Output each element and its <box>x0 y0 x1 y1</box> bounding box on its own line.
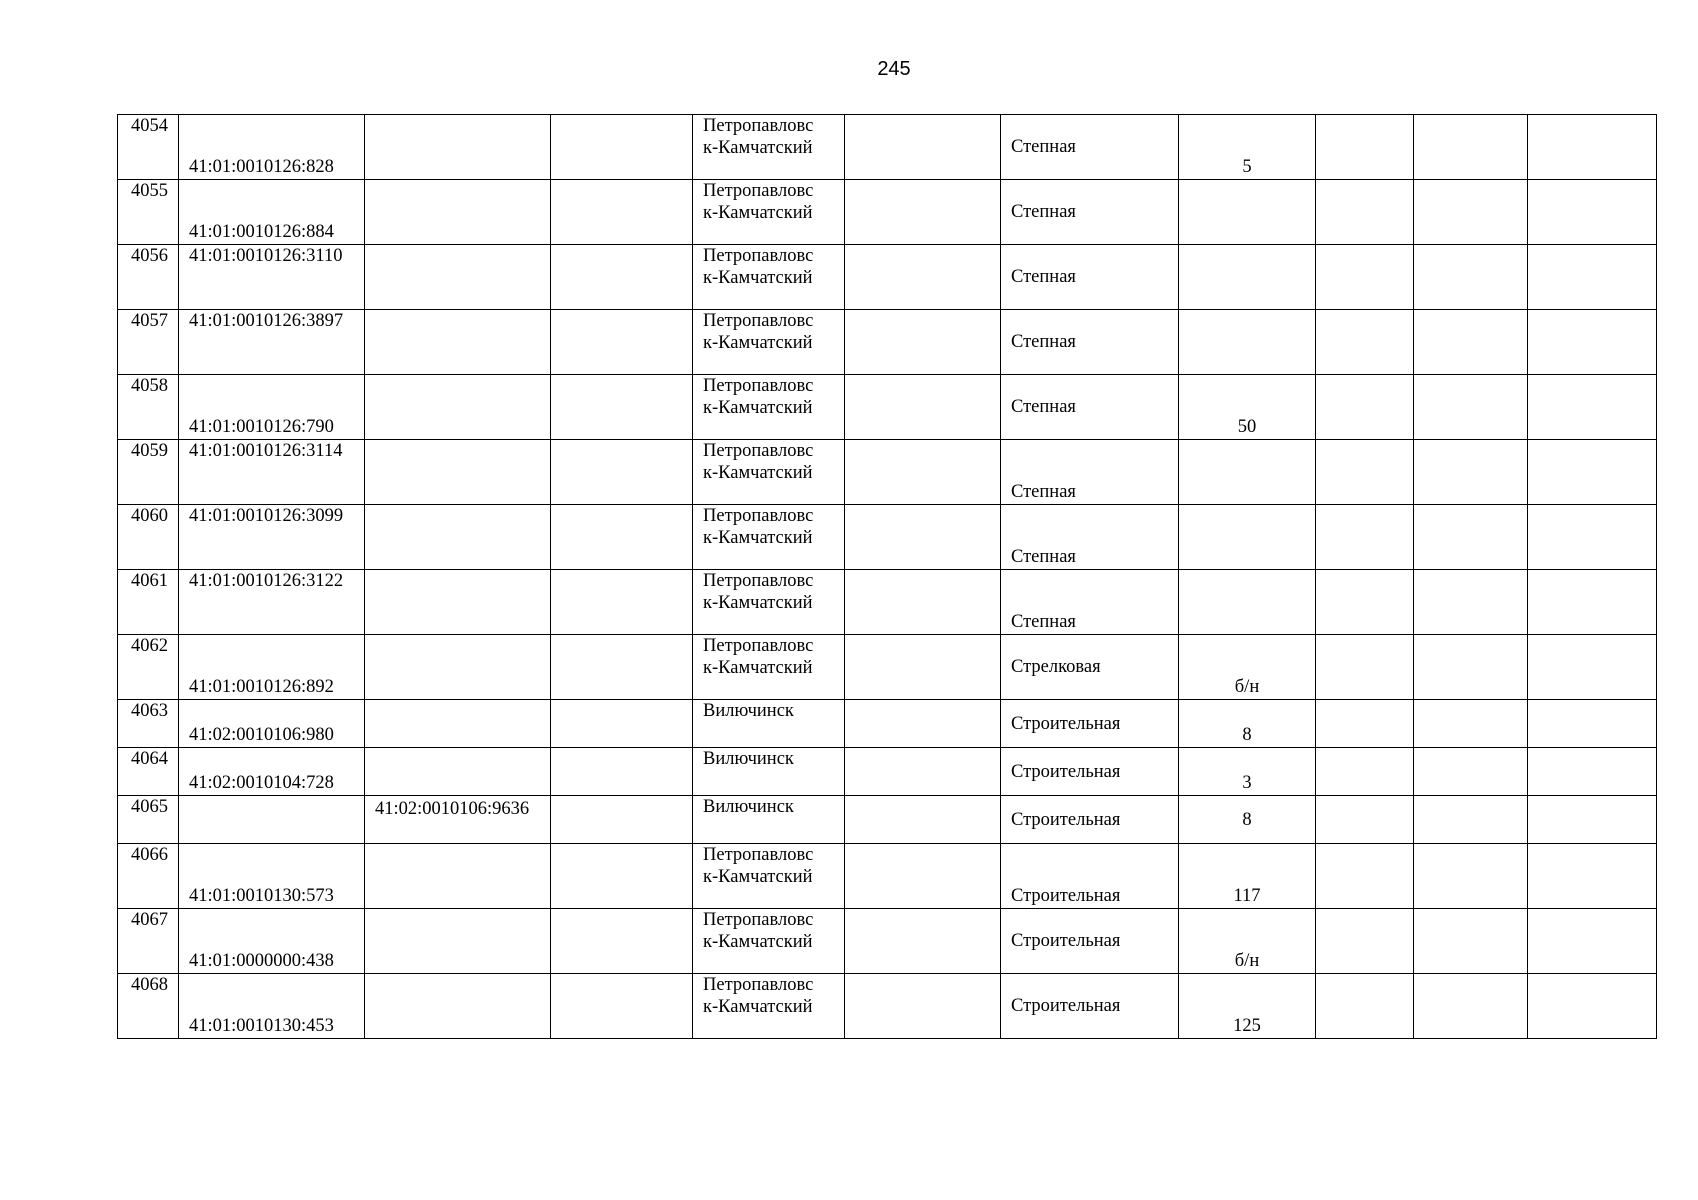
city-cell <box>693 844 845 909</box>
table-row <box>118 700 1657 748</box>
empty-cell <box>845 115 1001 180</box>
empty-cell <box>551 180 693 245</box>
empty-cell <box>1528 796 1657 844</box>
row-number: 4058 <box>131 376 168 396</box>
house-number-cell <box>1179 974 1316 1039</box>
empty-cell <box>1414 180 1528 245</box>
city-cell <box>693 700 845 748</box>
table-row <box>118 505 1657 570</box>
house-number-cell <box>1179 310 1316 375</box>
empty-cell <box>1528 375 1657 440</box>
city-cell <box>693 974 845 1039</box>
city-cell <box>693 180 845 245</box>
row-number-cell <box>118 310 179 375</box>
city-cell <box>693 570 845 635</box>
city-name-line: Петропавловс <box>703 571 814 591</box>
building-cadastral-number: 41:02:0010106:9636 <box>375 799 530 819</box>
house-number: б/н <box>1234 951 1260 971</box>
street-cell <box>1001 310 1179 375</box>
empty-cell <box>1316 700 1414 748</box>
house-number: 8 <box>1242 809 1252 830</box>
empty-cell <box>1414 505 1528 570</box>
building-cadastral-number-cell <box>365 974 551 1039</box>
empty-cell <box>1528 115 1657 180</box>
house-number-cell <box>1179 115 1316 180</box>
row-number: 4054 <box>131 116 168 136</box>
building-cadastral-number-cell <box>365 748 551 796</box>
street-name: Строительная <box>1011 996 1121 1016</box>
empty-cell <box>1528 974 1657 1039</box>
page-number: 245 <box>877 58 911 80</box>
street-cell <box>1001 909 1179 974</box>
street-cell <box>1001 115 1179 180</box>
empty-cell <box>551 310 693 375</box>
row-number-cell <box>118 375 179 440</box>
house-number: 3 <box>1242 773 1252 793</box>
empty-cell <box>1316 245 1414 310</box>
empty-cell <box>1316 844 1414 909</box>
street-name: Строительная <box>1011 886 1121 906</box>
table-row <box>118 570 1657 635</box>
city-name-line: Петропавловс <box>703 441 814 461</box>
house-number-cell <box>1179 245 1316 310</box>
street-cell <box>1001 796 1179 844</box>
empty-cell <box>845 180 1001 245</box>
cadastral-number: 41:01:0010126:3897 <box>189 311 344 331</box>
empty-cell <box>1528 310 1657 375</box>
cadastral-number: 41:01:0010126:3110 <box>189 246 343 266</box>
empty-cell <box>845 844 1001 909</box>
empty-cell <box>845 635 1001 700</box>
empty-cell <box>845 440 1001 505</box>
table-row <box>118 844 1657 909</box>
table-row <box>118 440 1657 505</box>
street-cell <box>1001 635 1179 700</box>
table-body <box>118 115 1657 1039</box>
empty-cell <box>1414 844 1528 909</box>
street-name: Степная <box>1011 397 1076 417</box>
row-number-cell <box>118 909 179 974</box>
street-cell <box>1001 375 1179 440</box>
empty-cell <box>551 245 693 310</box>
street-name: Степная <box>1011 267 1076 287</box>
city-cell <box>693 909 845 974</box>
row-number: 4057 <box>131 311 168 331</box>
cadastral-number-cell <box>179 796 365 844</box>
cadastral-number: 41:01:0010130:453 <box>189 1016 334 1036</box>
empty-cell <box>1316 974 1414 1039</box>
street-name: Строительная <box>1011 713 1121 734</box>
empty-cell <box>1414 570 1528 635</box>
empty-cell <box>845 245 1001 310</box>
empty-cell <box>845 505 1001 570</box>
row-number-cell <box>118 974 179 1039</box>
street-name: Строительная <box>1011 931 1121 951</box>
empty-cell <box>1316 635 1414 700</box>
row-number-cell <box>118 700 179 748</box>
street-cell <box>1001 748 1179 796</box>
row-number: 4059 <box>131 441 168 461</box>
house-number: 50 <box>1237 417 1257 437</box>
street-cell <box>1001 570 1179 635</box>
empty-cell <box>551 748 693 796</box>
city-name-line: Петропавловс <box>703 246 814 266</box>
row-number-cell <box>118 844 179 909</box>
empty-cell <box>551 909 693 974</box>
cadastral-number-cell <box>179 748 365 796</box>
row-number-cell <box>118 570 179 635</box>
city-name-line: к-Камчатский <box>703 463 813 483</box>
city-cell <box>693 245 845 310</box>
cadastral-number-cell <box>179 635 365 700</box>
empty-cell <box>1414 245 1528 310</box>
city-name-line: Петропавловс <box>703 311 814 331</box>
house-number-cell <box>1179 796 1316 844</box>
table-row <box>118 635 1657 700</box>
row-number: 4062 <box>131 636 168 656</box>
empty-cell <box>1414 440 1528 505</box>
cadastral-number-cell <box>179 375 365 440</box>
building-cadastral-number-cell <box>365 180 551 245</box>
cadastral-number-cell <box>179 180 365 245</box>
city-name-line: к-Камчатский <box>703 268 813 288</box>
city-name-line: Петропавловс <box>703 845 814 865</box>
street-name: Степная <box>1011 547 1076 567</box>
empty-cell <box>845 375 1001 440</box>
cadastral-number-cell <box>179 505 365 570</box>
building-cadastral-number-cell <box>365 909 551 974</box>
empty-cell <box>845 310 1001 375</box>
city-name-line: Петропавловс <box>703 910 814 930</box>
empty-cell <box>1528 505 1657 570</box>
cadastral-number-cell <box>179 974 365 1039</box>
city-name-line: Вилючинск <box>703 701 794 721</box>
empty-cell <box>551 115 693 180</box>
house-number-cell <box>1179 635 1316 700</box>
empty-cell <box>1414 310 1528 375</box>
building-cadastral-number-cell <box>365 375 551 440</box>
building-cadastral-number-cell <box>365 310 551 375</box>
empty-cell <box>1414 796 1528 844</box>
row-number-cell <box>118 115 179 180</box>
row-number: 4060 <box>131 506 168 526</box>
empty-cell <box>845 974 1001 1039</box>
city-name-line: к-Камчатский <box>703 398 813 418</box>
house-number-cell <box>1179 375 1316 440</box>
table-row <box>118 748 1657 796</box>
city-name-line: Петропавловс <box>703 636 814 656</box>
empty-cell <box>551 440 693 505</box>
building-cadastral-number-cell <box>365 245 551 310</box>
house-number: б/н <box>1234 677 1260 697</box>
house-number-cell <box>1179 844 1316 909</box>
house-number-cell <box>1179 909 1316 974</box>
empty-cell <box>845 748 1001 796</box>
empty-cell <box>551 635 693 700</box>
empty-cell <box>551 700 693 748</box>
empty-cell <box>1414 974 1528 1039</box>
city-cell <box>693 796 845 844</box>
house-number: 125 <box>1233 1016 1261 1036</box>
cadastral-number: 41:02:0010104:728 <box>189 773 334 793</box>
empty-cell <box>845 796 1001 844</box>
empty-cell <box>1528 748 1657 796</box>
empty-cell <box>1528 909 1657 974</box>
house-number: 5 <box>1242 157 1252 177</box>
row-number-cell <box>118 440 179 505</box>
row-number: 4068 <box>131 975 168 995</box>
table-row <box>118 180 1657 245</box>
cadastral-number-cell <box>179 115 365 180</box>
street-cell <box>1001 974 1179 1039</box>
cadastral-number-cell <box>179 245 365 310</box>
city-name-line: к-Камчатский <box>703 658 813 678</box>
table-row <box>118 909 1657 974</box>
row-number-cell <box>118 245 179 310</box>
street-name: Степная <box>1011 332 1076 352</box>
row-number: 4067 <box>131 910 168 930</box>
street-cell <box>1001 844 1179 909</box>
city-name-line: к-Камчатский <box>703 593 813 613</box>
building-cadastral-number-cell <box>365 700 551 748</box>
city-cell <box>693 375 845 440</box>
cadastral-number: 41:01:0000000:438 <box>189 951 334 971</box>
building-cadastral-number-cell <box>365 635 551 700</box>
empty-cell <box>1414 700 1528 748</box>
city-name-line: к-Камчатский <box>703 203 813 223</box>
empty-cell <box>1414 375 1528 440</box>
street-name: Степная <box>1011 612 1076 632</box>
table-row <box>118 115 1657 180</box>
building-cadastral-number-cell <box>365 844 551 909</box>
empty-cell <box>551 844 693 909</box>
empty-cell <box>1316 748 1414 796</box>
cadastral-number-cell <box>179 570 365 635</box>
city-name-line: Вилючинск <box>703 797 794 817</box>
cadastral-number: 41:01:0010126:828 <box>189 157 334 177</box>
city-name-line: к-Камчатский <box>703 932 813 952</box>
row-number: 4066 <box>131 845 168 865</box>
building-cadastral-number-cell <box>365 115 551 180</box>
empty-cell <box>1316 570 1414 635</box>
empty-cell <box>1316 505 1414 570</box>
cadastral-number-cell <box>179 440 365 505</box>
empty-cell <box>1316 375 1414 440</box>
city-cell <box>693 310 845 375</box>
empty-cell <box>551 974 693 1039</box>
city-name-line: к-Камчатский <box>703 333 813 353</box>
row-number: 4061 <box>131 571 168 591</box>
street-name: Степная <box>1011 482 1076 502</box>
empty-cell <box>845 909 1001 974</box>
house-number-cell <box>1179 440 1316 505</box>
row-number: 4063 <box>131 701 168 721</box>
empty-cell <box>1528 245 1657 310</box>
empty-cell <box>1316 909 1414 974</box>
street-name: Строительная <box>1011 809 1121 830</box>
street-name: Строительная <box>1011 761 1121 782</box>
cadastral-number-cell <box>179 844 365 909</box>
cadastral-number: 41:01:0010130:573 <box>189 886 334 906</box>
table-row <box>118 974 1657 1039</box>
building-cadastral-number-cell <box>365 505 551 570</box>
empty-cell <box>1414 909 1528 974</box>
empty-cell <box>1528 570 1657 635</box>
city-name-line: Петропавловс <box>703 376 814 396</box>
city-name-line: к-Камчатский <box>703 867 813 887</box>
city-cell <box>693 635 845 700</box>
table-row <box>118 245 1657 310</box>
city-cell <box>693 505 845 570</box>
empty-cell <box>1414 115 1528 180</box>
cadastral-number: 41:02:0010106:980 <box>189 725 334 745</box>
table-row <box>118 375 1657 440</box>
empty-cell <box>1316 796 1414 844</box>
empty-cell <box>845 700 1001 748</box>
row-number-cell <box>118 748 179 796</box>
city-cell <box>693 748 845 796</box>
empty-cell <box>1414 635 1528 700</box>
address-registry-table <box>117 114 1657 1039</box>
street-cell <box>1001 180 1179 245</box>
house-number: 8 <box>1242 725 1252 745</box>
house-number-cell <box>1179 180 1316 245</box>
city-name-line: Петропавловс <box>703 181 814 201</box>
cadastral-number-cell <box>179 909 365 974</box>
house-number-cell <box>1179 505 1316 570</box>
empty-cell <box>1414 748 1528 796</box>
table-row <box>118 796 1657 844</box>
city-cell <box>693 440 845 505</box>
house-number: 117 <box>1233 886 1261 906</box>
street-cell <box>1001 440 1179 505</box>
city-cell <box>693 115 845 180</box>
city-name-line: к-Камчатский <box>703 138 813 158</box>
empty-cell <box>1528 180 1657 245</box>
row-number: 4064 <box>131 749 168 769</box>
cadastral-number: 41:01:0010126:3122 <box>189 571 344 591</box>
empty-cell <box>1316 115 1414 180</box>
empty-cell <box>1316 310 1414 375</box>
empty-cell <box>1528 700 1657 748</box>
empty-cell <box>1528 844 1657 909</box>
city-name-line: Петропавловс <box>703 506 814 526</box>
row-number: 4056 <box>131 246 168 266</box>
house-number-cell <box>1179 748 1316 796</box>
city-name-line: Петропавловс <box>703 975 814 995</box>
row-number: 4065 <box>131 797 168 817</box>
house-number-cell <box>1179 700 1316 748</box>
cadastral-number-cell <box>179 310 365 375</box>
street-name: Степная <box>1011 202 1076 222</box>
street-name: Стрелковая <box>1011 657 1101 677</box>
row-number-cell <box>118 796 179 844</box>
empty-cell <box>1316 440 1414 505</box>
empty-cell <box>845 570 1001 635</box>
cadastral-number-cell <box>179 700 365 748</box>
row-number-cell <box>118 180 179 245</box>
empty-cell <box>551 505 693 570</box>
cadastral-number: 41:01:0010126:3114 <box>189 441 343 461</box>
empty-cell <box>1316 180 1414 245</box>
building-cadastral-number-cell <box>365 796 551 844</box>
city-name-line: Петропавловс <box>703 116 814 136</box>
row-number: 4055 <box>131 181 168 201</box>
street-cell <box>1001 700 1179 748</box>
cadastral-number: 41:01:0010126:3099 <box>189 506 344 526</box>
city-name-line: к-Камчатский <box>703 997 813 1017</box>
table-row <box>118 310 1657 375</box>
house-number-cell <box>1179 570 1316 635</box>
street-cell <box>1001 245 1179 310</box>
empty-cell <box>1528 440 1657 505</box>
cadastral-number: 41:01:0010126:892 <box>189 677 334 697</box>
street-cell <box>1001 505 1179 570</box>
row-number-cell <box>118 635 179 700</box>
cadastral-number: 41:01:0010126:790 <box>189 417 334 437</box>
empty-cell <box>551 570 693 635</box>
street-name: Степная <box>1011 137 1076 157</box>
row-number-cell <box>118 505 179 570</box>
building-cadastral-number-cell <box>365 440 551 505</box>
city-name-line: Вилючинск <box>703 749 794 769</box>
city-name-line: к-Камчатский <box>703 528 813 548</box>
building-cadastral-number-cell <box>365 570 551 635</box>
empty-cell <box>1528 635 1657 700</box>
empty-cell <box>551 375 693 440</box>
empty-cell <box>551 796 693 844</box>
cadastral-number: 41:01:0010126:884 <box>189 222 334 242</box>
